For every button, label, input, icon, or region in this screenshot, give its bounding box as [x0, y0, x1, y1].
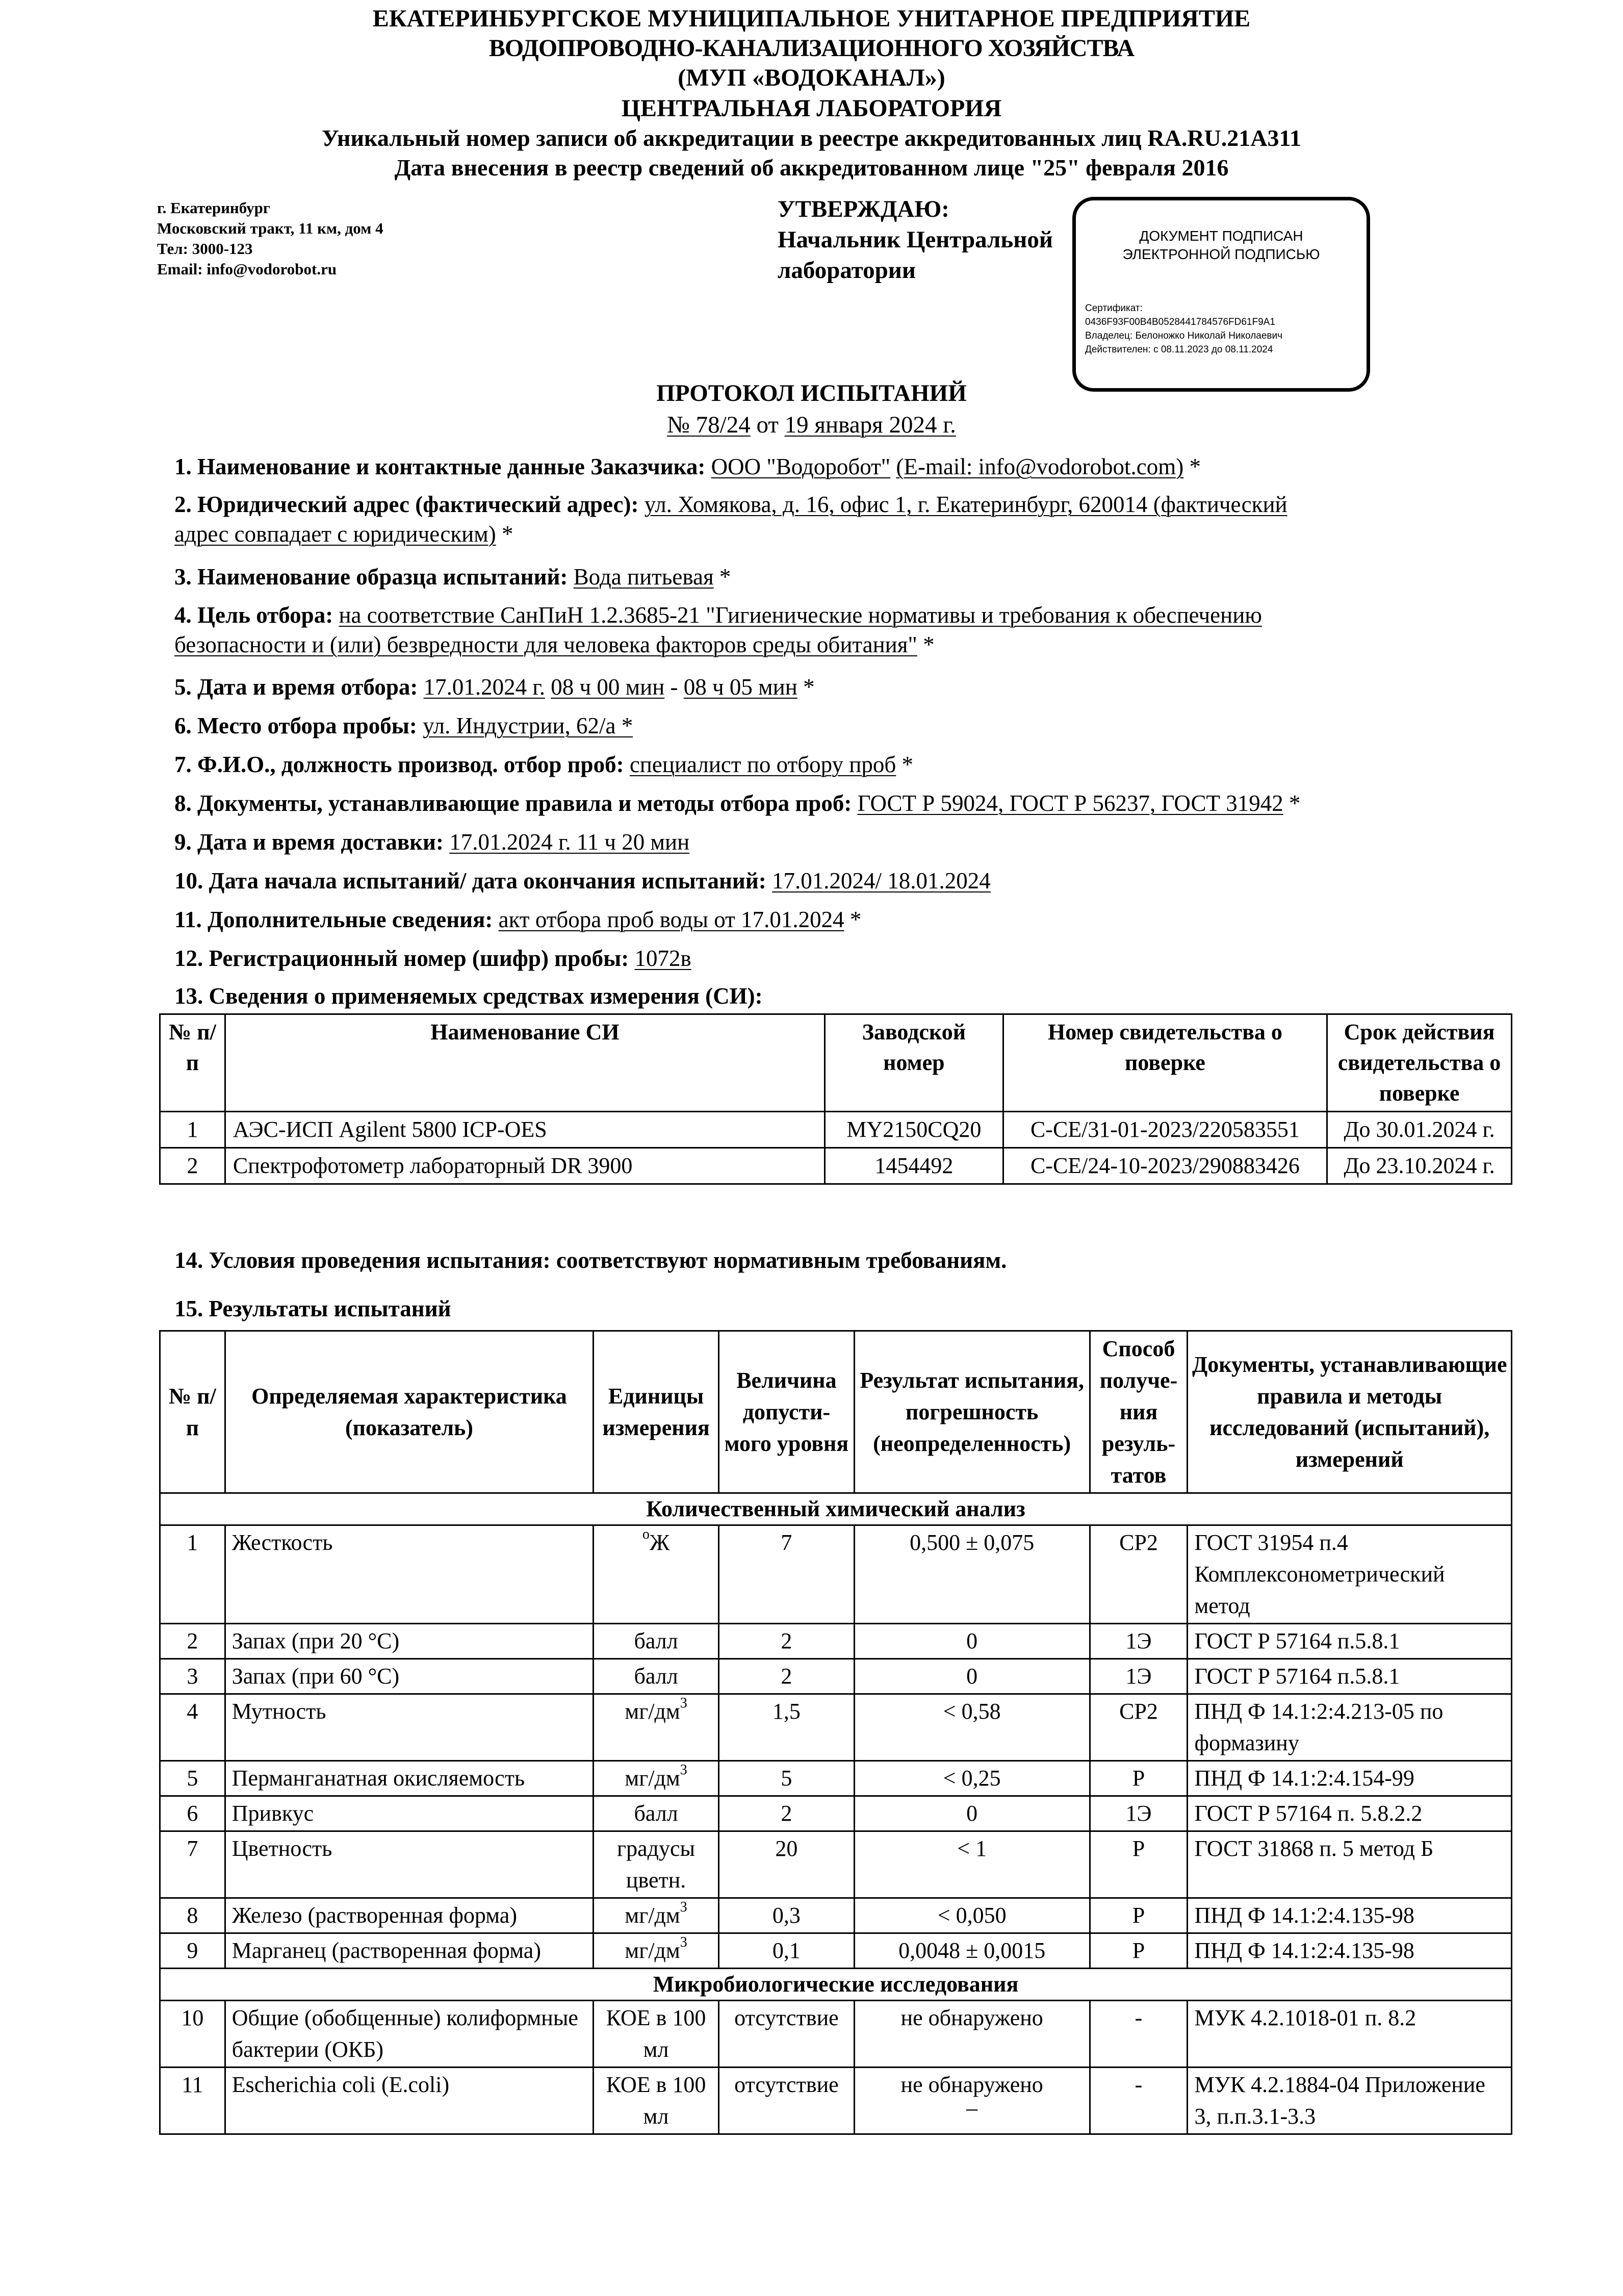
table-cell: не обнаружено — [854, 2001, 1090, 2068]
table-cell: 1 — [160, 1112, 225, 1148]
table-cell: отсутствие — [719, 2001, 855, 2068]
item-value: ООО "Водоробот" — [711, 454, 891, 479]
item-label: 10. Дата начала испытаний/ дата окончания испытаний: — [174, 868, 766, 894]
item-sampler — [174, 749, 913, 780]
section-row — [160, 1493, 1512, 1525]
unit-sup: 3 — [680, 1762, 687, 1778]
item-label: 7. Ф.И.О., должность производ. отбор проб: — [174, 752, 624, 777]
result-text: не обнаружено — [900, 2072, 1043, 2097]
registry-date: Дата внесения в реестр сведений об аккредитованном лице "25" февраля 2016 — [394, 155, 1229, 181]
table-cell: < 0,58 — [854, 1694, 1090, 1761]
item-value: специалист по отбору проб — [629, 752, 896, 777]
item-star: * — [917, 632, 935, 657]
table-header-cell: Величина допусти-мого уровня — [719, 1331, 855, 1493]
item-sampling-place — [174, 710, 633, 742]
table-cell: 0,3 — [719, 1898, 855, 1933]
table-cell: ПНД Ф 14.1:2:4.135-98 — [1188, 1898, 1512, 1933]
table-header-cell: Способ получе-ния резуль-татов — [1090, 1331, 1188, 1493]
table-header-cell: Единицы измерения — [594, 1331, 719, 1493]
item-measuring-instruments: 13. Сведения о применяемых средствах измерения (СИ): — [174, 983, 763, 1009]
section-title: Микробиологические исследования — [160, 1969, 1512, 2001]
item-star: * — [1283, 790, 1301, 816]
table-cell: Запах (при 60 °С) — [225, 1659, 593, 1694]
table-cell: ГОСТ Р 57164 п.5.8.1 — [1188, 1659, 1512, 1694]
stamp-validity: Действителен: с 08.11.2023 до 08.11.2024 — [1085, 344, 1273, 355]
stamp-line2: ЭЛЕКТРОННОЙ ПОДПИСЬЮ — [1122, 246, 1320, 262]
table-cell: Перманганатная окисляемость — [225, 1761, 593, 1796]
table-header-cell: Определяемая характеристика (показатель) — [225, 1331, 593, 1493]
accreditation-number: Уникальный номер записи об аккредитации в реестре аккредитованных лиц RA.RU.21А311 — [322, 125, 1301, 151]
unit-sup: 3 — [680, 1899, 687, 1915]
table-cell: Жесткость — [225, 1525, 593, 1624]
protocol-number-line — [0, 409, 1623, 441]
table-cell: ПНД Ф 14.1:2:4.154-99 — [1188, 1761, 1512, 1796]
item-value: ул. Хомякова, д. 16, офис 1, г. Екатеринбург, 620014 (фактический — [644, 492, 1287, 517]
table-cell: 1Э — [1090, 1624, 1188, 1659]
item-test-conditions: 14. Условия проведения испытания: соответствуют нормативным требованиям. — [174, 1247, 1007, 1273]
table-cell: До 23.10.2024 г. — [1327, 1148, 1512, 1184]
approve-position-line1: Начальник Центральной — [778, 226, 1053, 253]
table-header-cell: Наименование СИ — [225, 1014, 825, 1112]
table-cell: ГОСТ 31868 п. 5 метод Б — [1188, 1831, 1512, 1898]
item-label: 3. Наименование образца испытаний: — [174, 564, 568, 590]
item-value: ГОСТ Р 59024, ГОСТ Р 56237, ГОСТ 31942 — [857, 790, 1283, 816]
table-cell: 8 — [160, 1898, 225, 1933]
table-header-cell: № п/п — [160, 1014, 225, 1112]
table-cell: Привкус — [225, 1796, 593, 1831]
item-label: 6. Место отбора пробы: — [174, 713, 417, 738]
item-label: 1. Наименование и контактные данные Заказчика: — [174, 454, 706, 479]
table-cell: 6 — [160, 1796, 225, 1831]
table-cell: отсутствие — [719, 2068, 855, 2134]
table-cell: 10 — [160, 2001, 225, 2068]
table-cell: 5 — [719, 1761, 855, 1796]
contact-city: г. Екатеринбург — [157, 199, 270, 217]
approve-title: УТВЕРЖДАЮ: — [778, 196, 949, 222]
table-cell-unit — [594, 1525, 719, 1624]
item-results: 15. Результаты испытаний — [174, 1296, 451, 1321]
unit-text: мг/дм — [625, 1766, 680, 1791]
table-cell: 1,5 — [719, 1694, 855, 1761]
table-cell: - — [1090, 2068, 1188, 2134]
item-value: 17.01.2024 г. 11 ч 20 мин — [449, 829, 690, 855]
table-cell: КОЕ в 100 мл — [594, 2068, 719, 2134]
item-registration-number — [174, 942, 691, 974]
table-cell: Р — [1090, 1898, 1188, 1933]
protocol-date: 19 января 2024 г. — [784, 412, 956, 438]
table-cell: КОЕ в 100 мл — [594, 2001, 719, 2068]
stamp-owner: Владелец: Белоножко Николай Николаевич — [1085, 330, 1283, 341]
item-value: адрес совпадает с юридическим) — [174, 521, 496, 547]
item-value: 1072в — [634, 946, 691, 971]
item-test-dates — [174, 865, 991, 897]
item-sampling-documents — [174, 787, 1300, 819]
protocol-title: ПРОТОКОЛ ИСПЫТАНИЙ — [656, 380, 967, 406]
table-row — [160, 1624, 1512, 1659]
item-label: 5. Дата и время отбора: — [174, 674, 418, 700]
table-header-row — [160, 1331, 1512, 1493]
item-value: 17.01.2024/ 18.01.2024 — [771, 868, 991, 894]
item-value: на соответствие СанПиН 1.2.3685-21 "Гигиенические нормативы и требования к обеспечению — [339, 602, 1262, 628]
table-cell: 1Э — [1090, 1796, 1188, 1831]
table-cell: ГОСТ Р 57164 п. 5.8.2.2 — [1188, 1796, 1512, 1831]
item-value: 08 ч 00 мин — [551, 674, 665, 700]
table-cell: ПНД Ф 14.1:2:4.213-05 по формазину — [1188, 1694, 1512, 1761]
contact-email: Email: info@vodorobot.ru — [157, 260, 337, 278]
item-star: * — [896, 752, 913, 777]
stamp-line1: ДОКУМЕНТ ПОДПИСАН — [1139, 228, 1303, 244]
table-header-cell: Документы, устанавливающие правила и методы исследований (испытаний), измерений — [1188, 1331, 1512, 1493]
table-cell: 3 — [160, 1659, 225, 1694]
item-label: 4. Цель отбора: — [174, 602, 333, 628]
table-cell: - — [1090, 2001, 1188, 2068]
table-header-cell: Результат испытания, погрешность (неопределенность) — [854, 1331, 1090, 1493]
table-header-row — [160, 1014, 1512, 1112]
item-star: * — [797, 674, 815, 700]
table-row — [160, 1694, 1512, 1761]
item-legal-address — [174, 490, 1287, 549]
result-mark: – — [966, 2096, 978, 2121]
table-cell: Марганец (растворенная форма) — [225, 1933, 593, 1969]
item-additional-info — [174, 904, 861, 935]
table-cell: балл — [594, 1796, 719, 1831]
table-cell: Цветность — [225, 1831, 593, 1898]
table-row — [160, 1933, 1512, 1969]
table-cell: Запах (при 20 °С) — [225, 1624, 593, 1659]
table-cell: балл — [594, 1659, 719, 1694]
table-cell: С-СЕ/24-10-2023/290883426 — [1003, 1148, 1327, 1184]
org-name-line2: ВОДОПРОВОДНО-КАНАЛИЗАЦИОННОГО ХОЗЯЙСТВА — [488, 35, 1135, 62]
table-cell: 1Э — [1090, 1659, 1188, 1694]
table-row — [160, 1525, 1512, 1624]
measuring-instruments-table — [159, 1013, 1512, 1185]
table-cell: Р — [1090, 1761, 1188, 1796]
table-cell-unit — [594, 1933, 719, 1969]
stamp-cert-number: 0436F93F00B4B0528441784576FD61F9A1 — [1085, 317, 1275, 327]
table-cell: 2 — [160, 1148, 225, 1184]
table-cell: градусы цветн. — [594, 1831, 719, 1898]
table-row — [160, 1898, 1512, 1933]
item-label: 11. Дополнительные сведения: — [174, 907, 493, 932]
item-label: 12. Регистрационный номер (шифр) пробы: — [174, 946, 629, 971]
unit-sup: 3 — [680, 1934, 687, 1950]
table-row — [160, 1659, 1512, 1694]
table-cell: С-СЕ/31-01-2023/220583551 — [1003, 1112, 1327, 1148]
table-cell: МУК 4.2.1018-01 п. 8.2 — [1188, 2001, 1512, 2068]
table-cell: 1 — [160, 1525, 225, 1624]
protocol-title-block — [0, 377, 1623, 441]
item-star: * — [844, 907, 862, 932]
section-row — [160, 1969, 1512, 2001]
table-row — [160, 1761, 1512, 1796]
table-cell: Escherichia coli (E.coli) — [225, 2068, 593, 2134]
table-cell: 2 — [719, 1624, 855, 1659]
item-customer — [174, 451, 1201, 482]
table-row — [160, 1831, 1512, 1898]
item-delivery-datetime — [174, 826, 689, 858]
approve-position-line2: лаборатории — [778, 257, 916, 284]
unit-text: мг/дм — [625, 1903, 680, 1928]
stamp-cert-label: Сертификат: — [1085, 303, 1143, 314]
table-cell: ГОСТ Р 57164 п.5.8.1 — [1188, 1624, 1512, 1659]
unit-text: мг/дм — [625, 1938, 680, 1963]
section-title: Количественный химический анализ — [160, 1493, 1512, 1525]
item-sampling-datetime — [174, 671, 815, 703]
table-cell-unit — [594, 1761, 719, 1796]
table-cell: балл — [594, 1624, 719, 1659]
table-cell: < 0,050 — [854, 1898, 1090, 1933]
item-value: 08 ч 05 мин — [683, 674, 797, 700]
table-cell: АЭС-ИСП Agilent 5800 ICP-OES — [225, 1112, 825, 1148]
item-star: * — [713, 564, 731, 590]
table-row — [160, 1796, 1512, 1831]
table-cell: СР2 — [1090, 1525, 1188, 1624]
table-cell: 9 — [160, 1933, 225, 1969]
item-value: акт отбора проб воды от 17.01.2024 — [498, 907, 844, 932]
item-value: 17.01.2024 г. — [423, 674, 545, 700]
table-cell: 0,500 ± 0,075 — [854, 1525, 1090, 1624]
table-cell: Спектрофотометр лабораторный DR 3900 — [225, 1148, 825, 1184]
table-header-cell: Заводской номер — [825, 1014, 1003, 1112]
item-star: * — [496, 521, 513, 547]
degree-sup: о — [642, 1526, 650, 1542]
table-cell: MY2150CQ20 — [825, 1112, 1003, 1148]
contact-phone: Тел: 3000-123 — [157, 240, 253, 258]
table-header-cell: Срок действия свидетельства о поверке — [1327, 1014, 1512, 1112]
table-header-cell: Номер свидетельства о поверке — [1003, 1014, 1327, 1112]
item-label: 2. Юридический адрес (фактический адрес): — [174, 492, 639, 517]
table-cell: 20 — [719, 1831, 855, 1898]
unit-sup: 3 — [680, 1695, 687, 1711]
table-cell: МУК 4.2.1884-04 Приложение 3, п.п.3.1-3.3 — [1188, 2068, 1512, 2134]
table-cell: 2 — [719, 1659, 855, 1694]
item-label: 8. Документы, устанавливающие правила и методы отбора проб: — [174, 790, 852, 816]
org-short-name: (МУП «ВОДОКАНАЛ») — [678, 64, 945, 91]
org-name-line1: ЕКАТЕРИНБУРГСКОЕ МУНИЦИПАЛЬНОЕ УНИТАРНОЕ ПРЕДПРИЯТИЕ — [372, 5, 1251, 32]
lab-name: ЦЕНТРАЛЬНАЯ ЛАБОРАТОРИЯ — [621, 95, 1002, 122]
item-purpose — [174, 600, 1262, 659]
table-cell: 2 — [719, 1796, 855, 1831]
table-cell: 0 — [854, 1796, 1090, 1831]
table-cell: 4 — [160, 1694, 225, 1761]
table-cell: < 0,25 — [854, 1761, 1090, 1796]
table-cell: ГОСТ 31954 п.4 Комплексонометрический метод — [1188, 1525, 1512, 1624]
table-cell: До 30.01.2024 г. — [1327, 1112, 1512, 1148]
table-cell: 7 — [719, 1525, 855, 1624]
table-row — [160, 2068, 1512, 2134]
contacts-block — [157, 198, 383, 279]
organization-header — [0, 4, 1623, 183]
table-row — [160, 2001, 1512, 2068]
table-cell: 0,0048 ± 0,0015 — [854, 1933, 1090, 1969]
table-row — [160, 1148, 1512, 1184]
item-value: безопасности и (или) безвредности для человека факторов среды обитания" — [174, 632, 917, 657]
results-table — [159, 1330, 1512, 2135]
table-header-cell: № п/п — [160, 1331, 225, 1493]
table-cell: 1454492 — [825, 1148, 1003, 1184]
item-value: Вода питьевая — [573, 564, 714, 590]
table-cell: 2 — [160, 1624, 225, 1659]
table-cell-unit — [594, 1898, 719, 1933]
item-sample-name — [174, 561, 731, 593]
table-cell — [854, 2068, 1090, 2134]
table-cell: Р — [1090, 1831, 1188, 1898]
unit-text: мг/дм — [625, 1699, 680, 1724]
table-row — [160, 1112, 1512, 1148]
item-star: * — [1183, 454, 1201, 479]
table-cell: 0,1 — [719, 1933, 855, 1969]
item-value: ул. Индустрии, 62/а * — [423, 713, 633, 738]
table-cell-unit — [594, 1694, 719, 1761]
table-cell: 0 — [854, 1659, 1090, 1694]
table-cell: 5 — [160, 1761, 225, 1796]
table-cell: Р — [1090, 1933, 1188, 1969]
contact-address: Московский тракт, 11 км, дом 4 — [157, 219, 383, 237]
table-cell: 11 — [160, 2068, 225, 2134]
item-label: 9. Дата и время доставки: — [174, 829, 444, 855]
table-cell: Общие (обобщенные) колиформные бактерии (ОКБ) — [225, 2001, 593, 2068]
table-cell: ПНД Ф 14.1:2:4.135-98 — [1188, 1933, 1512, 1969]
table-cell: 0 — [854, 1624, 1090, 1659]
unit-text: Ж — [649, 1530, 670, 1555]
item-value-email: (E-mail: info@vodorobot.com) — [896, 454, 1184, 479]
table-cell: Железо (растворенная форма) — [225, 1898, 593, 1933]
table-cell: СР2 — [1090, 1694, 1188, 1761]
table-cell: 7 — [160, 1831, 225, 1898]
table-cell: < 1 — [854, 1831, 1090, 1898]
electronic-signature-stamp — [1072, 197, 1370, 392]
protocol-number: № 78/24 — [667, 412, 751, 438]
approval-block — [778, 194, 1053, 286]
protocol-from: от — [756, 412, 779, 438]
item-dash: - — [664, 674, 684, 700]
table-cell: Мутность — [225, 1694, 593, 1761]
